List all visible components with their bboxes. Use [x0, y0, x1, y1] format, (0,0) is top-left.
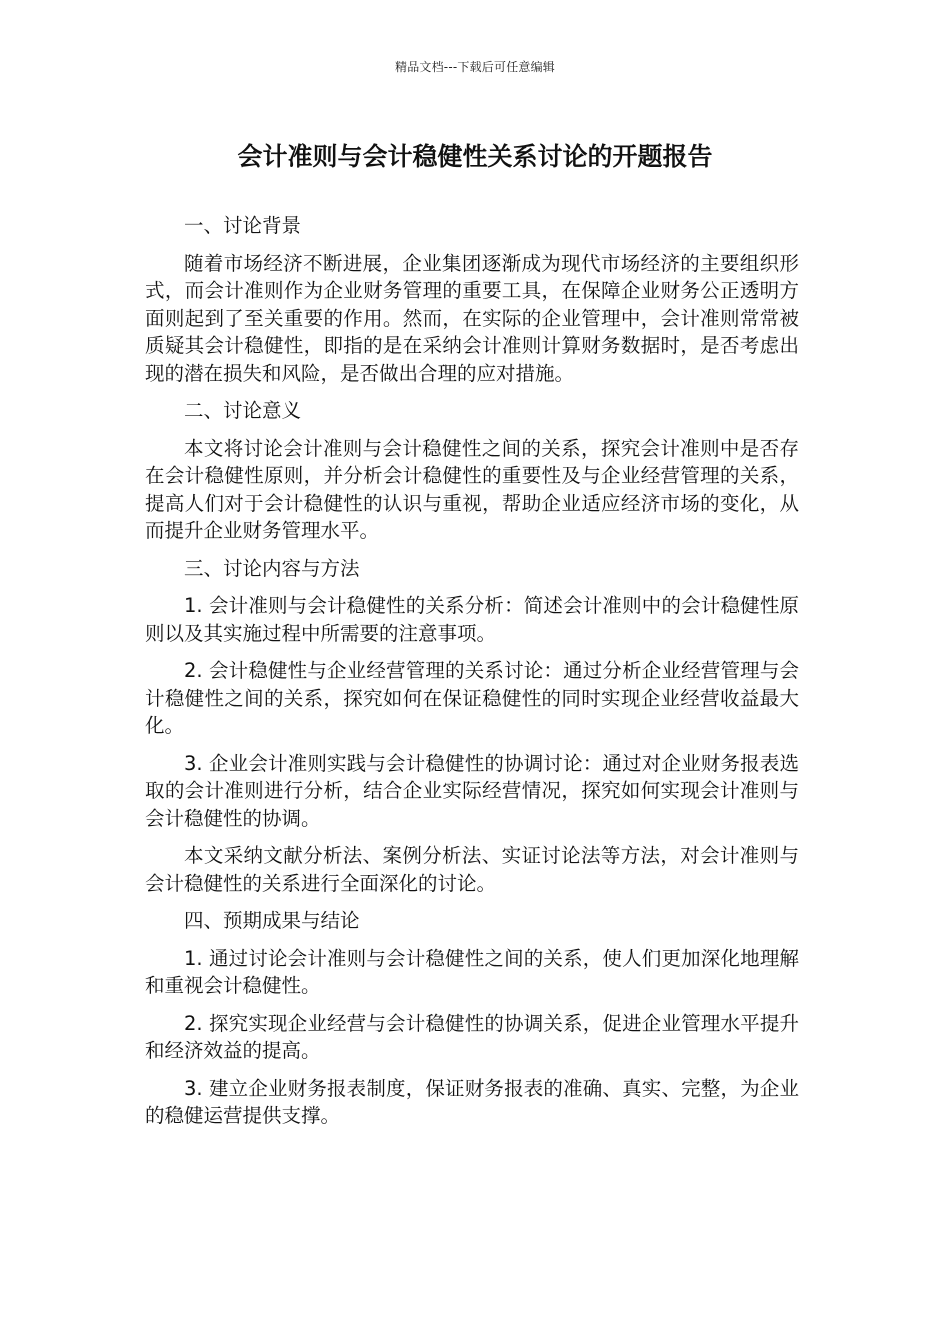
list-item: 2. 探究实现企业经营与会计稳健性的协调关系，促进企业管理水平提升和经济效益的提高。 — [145, 1011, 799, 1062]
header-note: 精品文档---下载后可任意编辑 — [395, 60, 555, 74]
paragraph: 本文将讨论会计准则与会计稳健性之间的关系，探究会计准则中是否存在会计稳健性原则，并分析会计稳健性的重要性及与企业经营管理的关系，提高人们对于会计稳健性的认识与重视，帮助企业适应经济市场的变化，从而提升企业财务管理水平。 — [145, 436, 799, 542]
list-item: 1. 会计准则与会计稳健性的关系分析：简述会计准则中的会计稳健性原则以及其实施过程中所需要的注意事项。 — [145, 594, 799, 645]
paragraph: 本文采纳文献分析法、案例分析法、实证讨论法等方法，对会计准则与会计稳健性的关系进行全面深化的讨论。 — [145, 844, 799, 895]
section-significance — [145, 397, 799, 545]
section-background — [145, 212, 799, 387]
paragraph: 随着市场经济不断进展，企业集团逐渐成为现代市场经济的主要组织形式，而会计准则作为企业财务管理的重要工具，在保障企业财务公正透明方面则起到了至关重要的作用。然而，在实际的企业管理中，会计准则常常被质疑其会计稳健性，即指的是在采纳会计准则计算财务数据时，是否考虑出现的潜在损失和风险，是否做出合理的应对措施。 — [145, 251, 799, 385]
section-heading: 一、讨论背景 — [184, 214, 302, 237]
section-heading: 三、讨论内容与方法 — [184, 556, 360, 580]
list-item: 2. 会计稳健性与企业经营管理的关系讨论：通过分析企业经营管理与会计稳健性之间的关系，探究如何在保证稳健性的同时实现企业经营收益最大化。 — [145, 659, 799, 737]
section-content-methods — [145, 555, 799, 898]
section-expected-results — [145, 907, 799, 1130]
document-body — [145, 212, 799, 1140]
list-item: 1. 通过讨论会计准则与会计稳健性之间的关系，使人们更加深化地理解和重视会计稳健性。 — [145, 946, 799, 997]
document-title: 会计准则与会计稳健性关系讨论的开题报告 — [237, 142, 713, 171]
list-item: 3. 企业会计准则实践与会计稳健性的协调讨论：通过对企业财务报表选取的会计准则进行分析，结合企业实际经营情况，探究如何实现会计准则与会计稳健性的协调。 — [145, 751, 799, 830]
list-item: 3. 建立企业财务报表制度，保证财务报表的准确、真实、完整，为企业的稳健运营提供支撑。 — [145, 1076, 799, 1127]
section-heading: 二、讨论意义 — [184, 399, 302, 422]
section-heading: 四、预期成果与结论 — [184, 909, 360, 932]
